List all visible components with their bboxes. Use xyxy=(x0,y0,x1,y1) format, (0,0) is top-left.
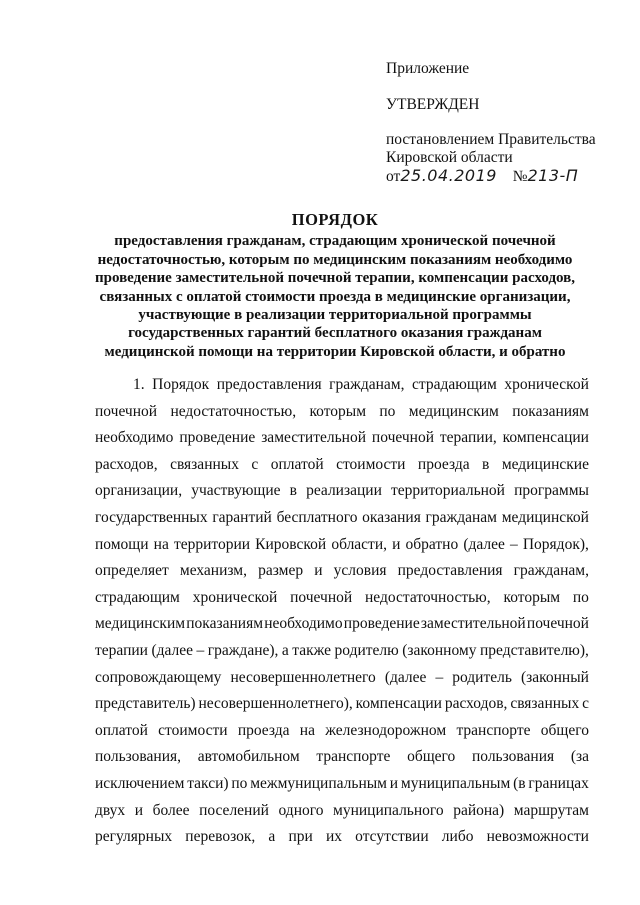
body-word: и xyxy=(134,801,144,819)
body-line xyxy=(95,532,589,559)
resolution-line-2: Кировской области xyxy=(386,149,513,166)
body-line-words xyxy=(95,558,589,585)
body-word: оказания xyxy=(362,508,421,526)
body-word: Порядок xyxy=(152,376,210,393)
body-word: недостаточностью, xyxy=(170,402,297,420)
body-word: (далее xyxy=(151,641,194,659)
body-word: несовершеннолетнего), xyxy=(198,695,353,713)
body-word: либо xyxy=(441,828,474,846)
body-word: реализации xyxy=(306,482,382,500)
body-word: проведение xyxy=(179,429,256,447)
body-word: хронической xyxy=(192,588,278,606)
body-word: (законному xyxy=(402,641,477,659)
body-word: организации, xyxy=(95,482,183,500)
body-word: двух xyxy=(95,801,126,819)
body-line-words xyxy=(95,505,589,532)
body-word: по xyxy=(379,402,396,420)
body-word: – xyxy=(196,641,205,659)
approved-label: УТВЕРЖДЕН xyxy=(386,96,480,113)
body-word: области, xyxy=(331,535,388,553)
body-line xyxy=(95,585,589,612)
body-word: родителю xyxy=(334,641,399,659)
body-word: медицинской xyxy=(501,508,589,526)
body-word: предоставления xyxy=(216,376,322,393)
body-word: гражданам xyxy=(425,508,497,526)
body-word: страдающим xyxy=(412,376,497,393)
body-word: их xyxy=(325,828,343,846)
body-word: межмуниципальным xyxy=(250,774,387,792)
body-word: медицинским xyxy=(408,402,499,420)
body-line-words xyxy=(95,691,589,718)
body-word: предоставления xyxy=(397,562,503,580)
body-word: с xyxy=(582,695,589,713)
body-word: заместительной xyxy=(261,429,367,447)
body-word: регулярных xyxy=(95,828,173,846)
body-word: перевозок, xyxy=(185,828,256,846)
body-word: невозможности xyxy=(486,828,589,846)
body-word: стоимости xyxy=(336,455,406,473)
body-line xyxy=(95,399,589,426)
body-word: почечной xyxy=(526,615,589,633)
body-line-words xyxy=(95,532,589,559)
body-word: железнодорожном xyxy=(325,721,447,739)
body-word: с xyxy=(251,455,259,473)
resolution-line-1: постановлением Правительства xyxy=(386,131,596,148)
body-word: и xyxy=(392,535,401,553)
body-word: почечной xyxy=(371,429,434,447)
body-word: родитель xyxy=(452,668,512,686)
body-word: а xyxy=(281,641,289,659)
body-word: стоимости xyxy=(158,721,228,739)
body-word: района) xyxy=(453,801,505,819)
body-word: транспорте xyxy=(456,721,531,739)
body-word: гражданам, xyxy=(513,562,589,580)
body-word: муниципального xyxy=(333,801,444,819)
body-word: компенсации xyxy=(355,695,442,713)
body-word: проезда xyxy=(417,455,470,473)
body-word: представителю), xyxy=(479,641,589,659)
body-word: недостаточностью, xyxy=(365,588,491,606)
body-word: такси) xyxy=(187,774,229,792)
body-word: сопровождающему xyxy=(95,668,222,686)
body-word: по xyxy=(572,588,589,606)
body-word: (в xyxy=(513,774,526,792)
body-word: общего xyxy=(407,748,456,766)
body-line-words xyxy=(95,452,589,479)
body-line xyxy=(95,718,589,745)
body-line-words xyxy=(95,399,589,426)
document-subtitle xyxy=(80,232,590,361)
body-word: связанных xyxy=(170,455,239,473)
body-word: также xyxy=(292,641,332,659)
body-line-words xyxy=(95,638,589,665)
body-word: почечной xyxy=(290,588,353,606)
body-line xyxy=(95,771,589,798)
body-word: автомобильном xyxy=(197,748,300,766)
body-word: более xyxy=(152,801,190,819)
body-paragraph xyxy=(95,372,589,851)
body-word: общего xyxy=(540,721,589,739)
document-title: ПОРЯДОК xyxy=(291,210,379,229)
body-word: расходов, xyxy=(95,455,158,473)
body-line-words xyxy=(95,478,589,505)
body-word: бесплатного xyxy=(276,508,358,526)
body-word: а xyxy=(268,828,276,846)
document-title-block xyxy=(80,211,590,361)
body-word: на xyxy=(153,535,169,553)
body-word: медицинским xyxy=(95,615,186,633)
body-line-words xyxy=(95,665,589,692)
body-word: – xyxy=(510,535,518,553)
body-word: определяет xyxy=(95,562,169,580)
body-word: компенсации xyxy=(502,429,589,447)
body-word: на xyxy=(299,721,315,739)
body-word: показаниям xyxy=(186,615,264,633)
body-line xyxy=(95,798,589,825)
body-word: пользования, xyxy=(95,748,182,766)
body-word: размер xyxy=(258,562,304,580)
body-word: Порядок), xyxy=(522,535,589,553)
body-word: 1. xyxy=(133,376,145,393)
subtitle-line: связанных с оплатой стоимости проезда в медицинские организации, xyxy=(99,288,571,305)
body-line-words xyxy=(95,744,589,771)
body-line xyxy=(95,425,589,452)
body-word: территориальной xyxy=(391,482,505,500)
body-line-words xyxy=(95,425,589,452)
body-word: отсутствии xyxy=(355,828,429,846)
body-word: пользования xyxy=(471,748,555,766)
body-word: показаниям xyxy=(512,402,589,420)
body-line-words xyxy=(95,585,589,612)
approval-block xyxy=(386,60,626,186)
body-word: – xyxy=(435,668,444,686)
handwritten-date: 25.04.2019 xyxy=(400,166,497,185)
subtitle-line: предоставления гражданам, страдающим хронической почечной xyxy=(114,233,556,250)
body-line xyxy=(95,611,589,638)
body-line xyxy=(95,691,589,718)
body-word: медицинские xyxy=(501,455,589,473)
body-word: (далее xyxy=(384,668,427,686)
body-line xyxy=(95,505,589,532)
body-word: расходов, xyxy=(444,695,508,713)
body-line xyxy=(95,638,589,665)
handwritten-number: 213-П xyxy=(527,166,579,185)
body-word: (далее xyxy=(463,535,505,553)
body-word: механизм, xyxy=(179,562,247,580)
body-line-words xyxy=(95,824,589,851)
body-word: исключением xyxy=(95,774,185,792)
body-word: терапии xyxy=(95,641,148,659)
body-word: и xyxy=(389,774,399,792)
body-line-words xyxy=(95,611,589,638)
body-line-words xyxy=(95,771,589,798)
body-word: в xyxy=(289,482,297,500)
number-prefix: № xyxy=(512,168,528,185)
subtitle-line: участвующие в реализации территориальной программы xyxy=(138,307,532,324)
body-word: при xyxy=(288,828,313,846)
subtitle-line: недостаточностью, которым по медицинским показаниям необходимо xyxy=(97,251,573,268)
body-word: транспорте xyxy=(316,748,391,766)
body-line-words xyxy=(133,372,589,399)
subtitle-line: государственных гарантий бесплатного оказания гражданам xyxy=(128,325,542,342)
body-word: гражданам, xyxy=(329,376,405,393)
body-word: оплатой xyxy=(270,455,324,473)
body-word: одного xyxy=(278,801,324,819)
body-word: границах xyxy=(528,774,589,792)
body-word: оплатой xyxy=(95,721,148,739)
body-word: в xyxy=(482,455,490,473)
body-line-words xyxy=(95,718,589,745)
body-word: проезда xyxy=(237,721,290,739)
body-word: проведение xyxy=(343,615,420,633)
body-word: программы xyxy=(514,482,589,500)
body-word: граждане), xyxy=(207,641,279,659)
body-word: и xyxy=(314,562,323,580)
date-number-line xyxy=(386,167,626,186)
body-word: поселений xyxy=(199,801,269,819)
body-word: которым xyxy=(503,588,561,606)
body-word: Кировской xyxy=(255,535,327,553)
body-word: помощи xyxy=(95,535,149,553)
body-word: участвующие xyxy=(191,482,281,500)
body-word: территории xyxy=(173,535,251,553)
body-word: по xyxy=(231,774,248,792)
body-word: почечной xyxy=(95,402,158,420)
body-word: маршрутам xyxy=(513,801,589,819)
body-word: связанных xyxy=(510,695,580,713)
body-word: обратно xyxy=(405,535,459,553)
body-line xyxy=(95,665,589,692)
body-word: страдающим xyxy=(95,588,180,606)
subtitle-line: проведение заместительной почечной терапии, компенсации расходов, xyxy=(94,270,576,287)
body-word: заместительной xyxy=(420,615,526,633)
body-line xyxy=(95,744,589,771)
body-word: муниципальным xyxy=(400,774,511,792)
body-word: терапии, xyxy=(439,429,497,447)
body-line xyxy=(95,478,589,505)
appendix-label: Приложение xyxy=(386,60,470,77)
date-prefix: от xyxy=(386,168,401,185)
body-line xyxy=(95,452,589,479)
body-line xyxy=(95,558,589,585)
body-word: необходимо xyxy=(264,615,343,633)
body-word: (законный xyxy=(520,668,589,686)
body-word: которым xyxy=(309,402,367,420)
body-word: (за xyxy=(570,748,589,766)
body-word: необходимо xyxy=(95,429,174,447)
body-word: гарантий xyxy=(212,508,272,526)
subtitle-line: медицинской помощи на территории Кировской области, и обратно xyxy=(104,343,566,360)
body-word: представитель) xyxy=(95,695,196,713)
body-line xyxy=(95,824,589,851)
body-word: государственных xyxy=(95,508,208,526)
body-word: несовершеннолетнего xyxy=(230,668,376,686)
body-line-words xyxy=(95,798,589,825)
body-line xyxy=(95,372,589,399)
body-word: условия xyxy=(333,562,387,580)
body-word: хронической xyxy=(504,376,589,393)
